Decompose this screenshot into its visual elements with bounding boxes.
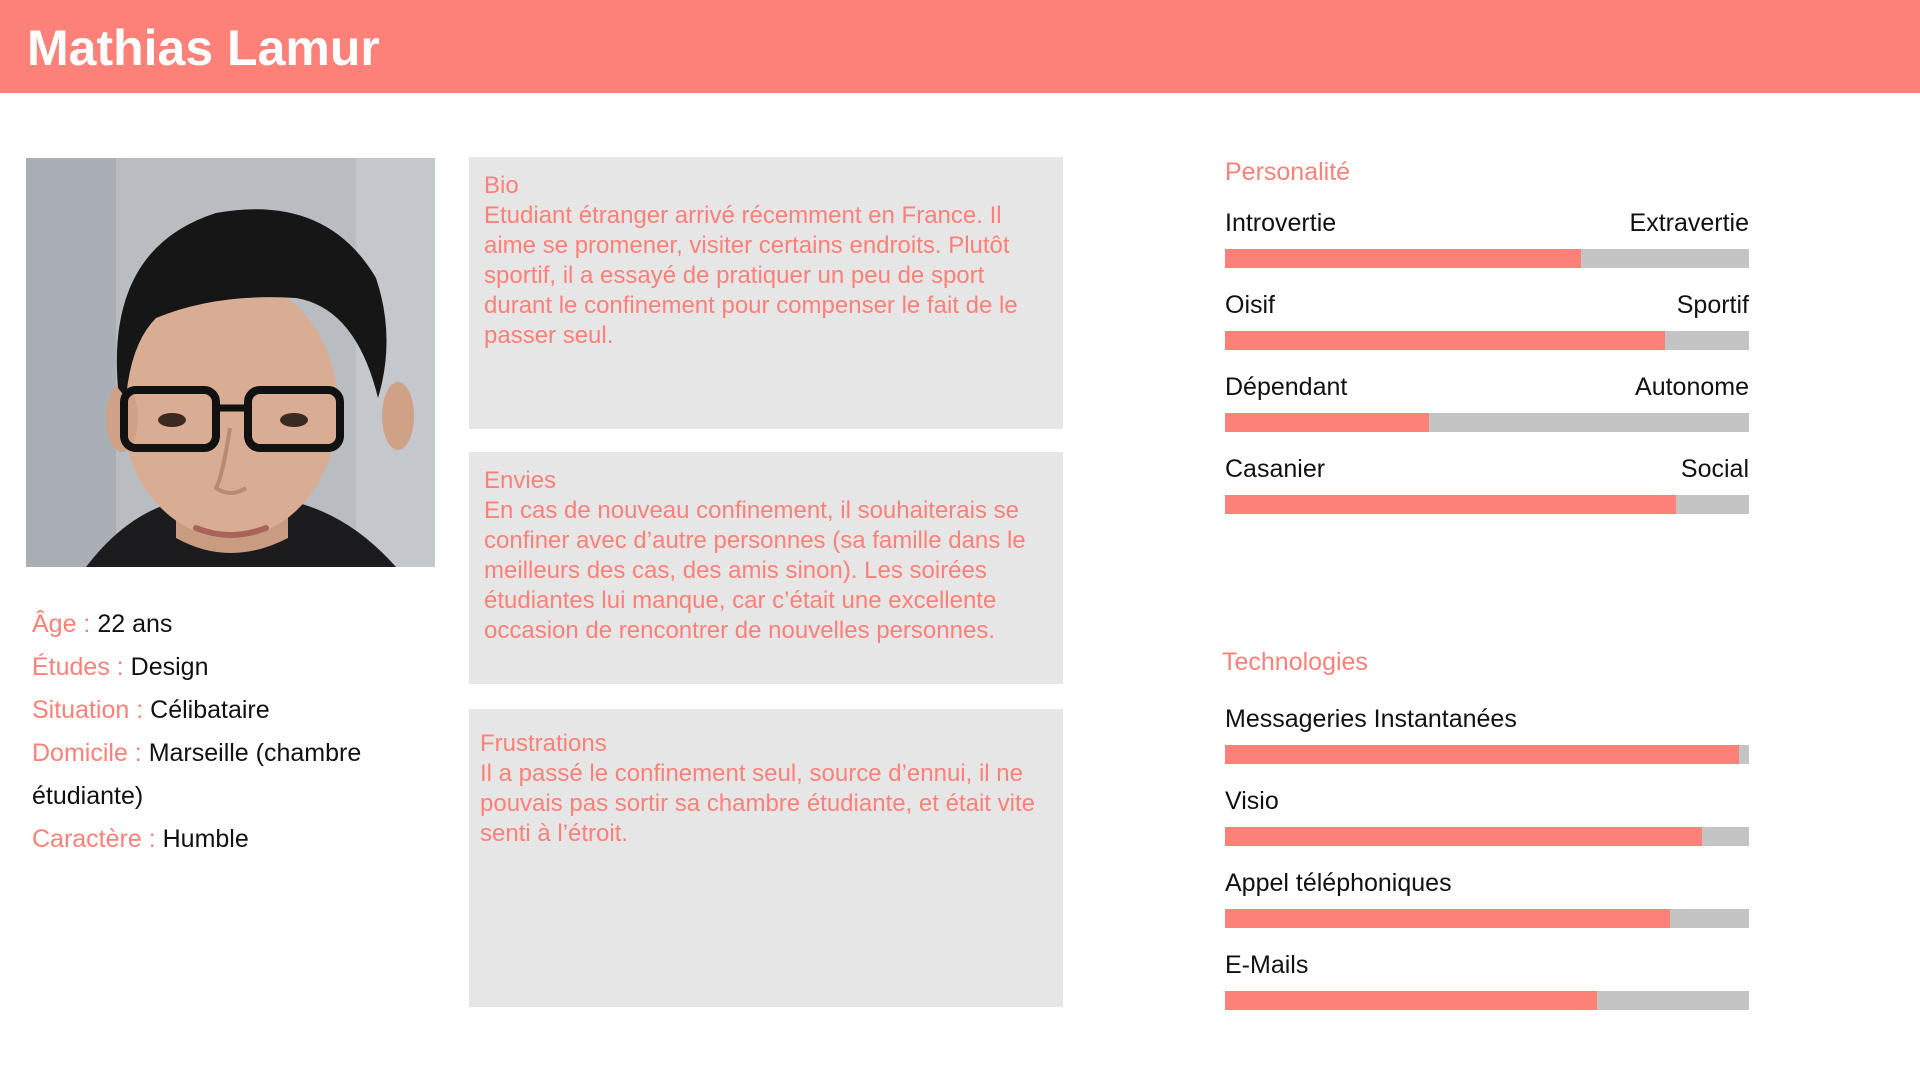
info-label: Caractère : — [32, 825, 163, 853]
scale-fill — [1225, 331, 1665, 350]
scale-fill — [1225, 909, 1670, 928]
technology-label: Messageries Instantanées — [1225, 705, 1517, 733]
persona-name: Mathias Lamur — [27, 20, 380, 76]
frustrations-panel — [469, 709, 1063, 1007]
scale-track — [1225, 331, 1749, 350]
persona-info — [32, 603, 412, 861]
info-value: Marseille (chambre étudiante) — [32, 739, 362, 810]
info-value: Célibataire — [150, 696, 270, 724]
frustrations-title: Frustrations — [480, 730, 607, 757]
scale-fill — [1225, 249, 1581, 268]
personality-title: Personalité — [1225, 158, 1351, 186]
info-row-caractere — [32, 818, 412, 861]
scale-track — [1225, 745, 1749, 764]
scale-track — [1225, 495, 1749, 514]
envies-text: En cas de nouveau confinement, il souhaiterais se confiner avec d’autre personnes (sa famille dans le meilleurs des cas, des amis sinon). Les soirées étudiantes lui manque, car c’était une excellente occasion de rencontrer de nouvelles personnes. — [484, 497, 1026, 644]
info-value: Design — [130, 653, 209, 681]
bio-text: Etudiant étranger arrivé récemment en France. Il aime se promener, visiter certains endroits. Plutôt sportif, il a essayé de pratiquer un peu de sport durant le confinement pour compenser le fait de le passer seul. — [484, 202, 1018, 349]
personality-scale — [1225, 454, 1749, 514]
frustrations-text: Il a passé le confinement seul, source d’ennui, il ne pouvais pas sortir sa chambre étudiante, et était vite senti à l’étroit. — [480, 760, 1035, 847]
scale-fill — [1225, 827, 1702, 846]
scale-left-label: Introvertie — [1225, 209, 1337, 237]
scale-left-label: Casanier — [1225, 455, 1326, 483]
scale-fill — [1225, 495, 1676, 514]
scale-track — [1225, 909, 1749, 928]
technology-scale — [1225, 786, 1749, 846]
info-label: Âge : — [32, 610, 98, 638]
scale-track — [1225, 413, 1749, 432]
personality-scale — [1225, 208, 1749, 268]
technology-scale — [1225, 704, 1749, 764]
envies-panel — [469, 452, 1063, 684]
technologies-title: Technologies — [1222, 648, 1368, 676]
technology-label: Appel téléphoniques — [1225, 869, 1452, 897]
technology-scale — [1225, 868, 1749, 928]
info-label: Domicile : — [32, 739, 149, 767]
info-row-etudes — [32, 646, 412, 689]
envies-title: Envies — [484, 467, 557, 494]
persona-photo — [26, 158, 435, 567]
technology-label: Visio — [1225, 787, 1279, 815]
scale-track — [1225, 827, 1749, 846]
technology-scale — [1225, 950, 1749, 1010]
scale-track — [1225, 991, 1749, 1010]
info-label: Situation : — [32, 696, 151, 724]
scale-left-label: Oisif — [1225, 291, 1275, 319]
personality-scale — [1225, 290, 1749, 350]
info-label: Études : — [32, 653, 131, 681]
technology-label: E-Mails — [1225, 951, 1309, 979]
info-row-domicile — [32, 732, 412, 818]
info-row-age — [32, 603, 412, 646]
scale-right-label: Extravertie — [1629, 209, 1749, 237]
bio-title: Bio — [484, 172, 519, 199]
personality-scale — [1225, 372, 1749, 432]
info-row-situation — [32, 689, 412, 732]
scale-fill — [1225, 745, 1739, 764]
scale-left-label: Dépendant — [1225, 373, 1348, 401]
scale-right-label: Autonome — [1635, 373, 1749, 401]
info-value: Humble — [162, 825, 249, 853]
scale-right-label: Sportif — [1676, 291, 1749, 319]
info-value: 22 ans — [97, 610, 173, 638]
scale-track — [1225, 249, 1749, 268]
scale-fill — [1225, 413, 1429, 432]
scale-right-label: Social — [1680, 455, 1749, 483]
header-bar — [0, 0, 1920, 93]
scale-fill — [1225, 991, 1597, 1010]
bio-panel — [469, 157, 1063, 429]
